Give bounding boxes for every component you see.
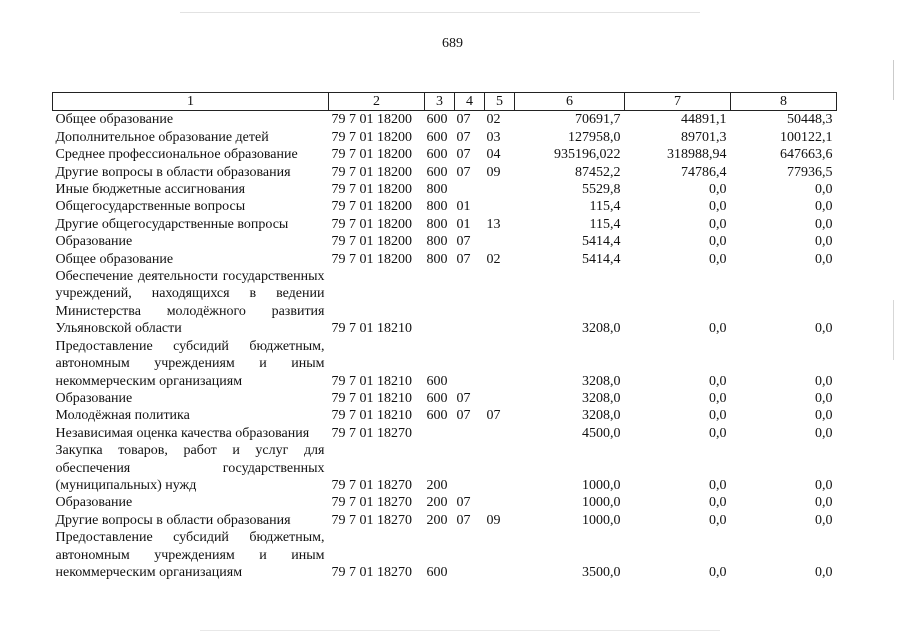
section-code: 07 — [456, 129, 471, 145]
amount-year-1: 5529,8 — [582, 182, 621, 198]
section-code: 07 — [456, 495, 471, 511]
table-row — [53, 442, 837, 494]
table-row — [53, 494, 837, 511]
amount-year-3: 0,0 — [815, 251, 833, 267]
expense-type-code: 600 — [426, 147, 448, 163]
amount-year-2: 0,0 — [709, 373, 727, 389]
amount-year-1: 5414,4 — [582, 251, 621, 267]
section-code: 07 — [456, 408, 471, 424]
target-article-code: 79 7 01 18200 — [331, 216, 412, 232]
column-header: 2 — [329, 93, 425, 111]
expense-type-code: 800 — [426, 199, 448, 215]
section-code: 01 — [456, 199, 471, 215]
expense-type-code: 200 — [426, 512, 448, 528]
amount-year-1: 1000,0 — [582, 495, 621, 511]
amount-year-2: 74786,4 — [681, 164, 727, 180]
expense-type-code — [425, 425, 455, 442]
amount-year-3: 0,0 — [815, 564, 833, 580]
table-body — [53, 111, 837, 581]
target-article-code: 79 7 01 18210 — [331, 408, 412, 424]
amount-year-2: 0,0 — [709, 495, 727, 511]
item-name: Закупка товаров, работ и услуг для обеспечения государственных (муниципальных) нужд — [55, 443, 325, 493]
target-article-code: 79 7 01 18200 — [331, 182, 412, 198]
table-row — [53, 390, 837, 407]
amount-year-1: 4500,0 — [582, 425, 621, 441]
target-article-code: 79 7 01 18270 — [331, 495, 412, 511]
section-code: 01 — [456, 216, 471, 232]
amount-year-1: 70691,7 — [575, 112, 621, 128]
expense-type-code: 200 — [426, 495, 448, 511]
amount-year-1: 3208,0 — [582, 390, 621, 406]
amount-year-1: 1000,0 — [582, 512, 621, 528]
amount-year-3: 647663,6 — [780, 147, 833, 163]
item-name: Другие общегосударственные вопросы — [55, 216, 289, 232]
amount-year-2: 44891,1 — [681, 112, 727, 128]
amount-year-1: 115,4 — [589, 216, 621, 232]
amount-year-2: 0,0 — [709, 564, 727, 580]
amount-year-3: 77936,5 — [787, 164, 833, 180]
amount-year-3: 0,0 — [815, 390, 833, 406]
amount-year-1: 1000,0 — [582, 477, 621, 493]
scan-artifact-right-lower — [893, 300, 894, 360]
item-name: Предоставление субсидий бюджетным, автономным учреждениям и иным некоммерческим организациям — [55, 530, 325, 580]
amount-year-1: 115,4 — [589, 199, 621, 215]
target-article-code: 79 7 01 18200 — [331, 112, 412, 128]
section-code: 07 — [456, 147, 471, 163]
subsection-code: 09 — [486, 512, 501, 528]
expense-type-code: 600 — [426, 564, 448, 580]
table-row — [53, 111, 837, 129]
table-row — [53, 425, 837, 442]
table-row — [53, 268, 837, 338]
item-name: Среднее профессиональное образование — [55, 147, 298, 163]
section-code: 07 — [456, 390, 471, 406]
item-name: Дополнительное образование детей — [55, 129, 269, 145]
table-row — [53, 216, 837, 233]
amount-year-3: 0,0 — [815, 373, 833, 389]
item-name: Предоставление субсидий бюджетным, автономным учреждениям и иным некоммерческим организациям — [55, 338, 325, 389]
subsection-code — [485, 529, 515, 581]
amount-year-3: 0,0 — [815, 321, 833, 337]
target-article-code: 79 7 01 18200 — [331, 251, 412, 267]
amount-year-2: 0,0 — [709, 199, 727, 215]
expense-type-code: 600 — [426, 373, 448, 389]
section-code: 07 — [456, 112, 471, 128]
table-row — [53, 529, 837, 581]
table-row — [53, 233, 837, 250]
section-code — [455, 268, 485, 338]
amount-year-1: 3500,0 — [582, 564, 621, 580]
table-row — [53, 251, 837, 268]
target-article-code: 79 7 01 18270 — [331, 477, 412, 493]
scan-artifact-top — [180, 12, 700, 13]
amount-year-3: 0,0 — [815, 512, 833, 528]
item-name: Другие вопросы в области образования — [55, 512, 291, 528]
amount-year-3: 0,0 — [815, 477, 833, 493]
table-row — [53, 181, 837, 198]
amount-year-1: 127958,0 — [568, 129, 621, 145]
amount-year-2: 0,0 — [709, 390, 727, 406]
subsection-code — [485, 268, 515, 338]
expense-type-code: 600 — [426, 164, 448, 180]
subsection-code: 04 — [486, 147, 501, 163]
item-name: Образование — [55, 495, 133, 511]
expense-type-code — [425, 268, 455, 338]
amount-year-1: 3208,0 — [582, 373, 621, 389]
column-header: 3 — [425, 93, 455, 111]
subsection-code: 02 — [486, 112, 501, 128]
expense-type-code: 200 — [426, 477, 448, 493]
amount-year-2: 0,0 — [709, 251, 727, 267]
table-row — [53, 338, 837, 390]
page-number: 689 — [442, 36, 463, 51]
budget-table — [52, 92, 837, 581]
section-code — [455, 181, 485, 198]
section-code: 07 — [456, 512, 471, 528]
column-header: 6 — [515, 93, 625, 111]
item-name: Общее образование — [55, 251, 174, 267]
column-header: 5 — [485, 93, 515, 111]
amount-year-1: 5414,4 — [582, 234, 621, 250]
item-name: Общегосударственные вопросы — [55, 199, 246, 215]
table-row — [53, 407, 837, 424]
target-article-code: 79 7 01 18210 — [331, 373, 412, 389]
amount-year-3: 0,0 — [815, 495, 833, 511]
target-article-code: 79 7 01 18200 — [331, 147, 412, 163]
amount-year-1: 3208,0 — [582, 321, 621, 337]
amount-year-3: 0,0 — [815, 425, 833, 441]
subsection-code — [485, 390, 515, 407]
expense-type-code: 600 — [426, 408, 448, 424]
item-name: Общее образование — [55, 112, 174, 128]
target-article-code: 79 7 01 18200 — [331, 164, 412, 180]
amount-year-3: 100122,1 — [780, 129, 833, 145]
subsection-code: 09 — [486, 164, 501, 180]
amount-year-2: 318988,94 — [667, 147, 727, 163]
target-article-code: 79 7 01 18210 — [331, 390, 412, 406]
amount-year-2: 89701,3 — [681, 129, 727, 145]
section-code — [455, 425, 485, 442]
subsection-code — [485, 425, 515, 442]
item-name: Образование — [55, 390, 133, 406]
header-row — [53, 93, 837, 111]
amount-year-2: 0,0 — [709, 425, 727, 441]
amount-year-2: 0,0 — [709, 216, 727, 232]
amount-year-2: 0,0 — [709, 321, 727, 337]
amount-year-3: 50448,3 — [787, 112, 833, 128]
subsection-code — [485, 494, 515, 511]
item-name: Обеспечение деятельности государственных учреждений, находящихся в ведении Министерства молодёжного развития Ульяновской области — [55, 269, 325, 337]
subsection-code — [485, 181, 515, 198]
subsection-code — [485, 233, 515, 250]
table-row — [53, 164, 837, 181]
target-article-code: 79 7 01 18200 — [331, 234, 412, 250]
column-header: 4 — [455, 93, 485, 111]
target-article-code: 79 7 01 18210 — [331, 321, 412, 337]
expense-type-code: 800 — [426, 234, 448, 250]
table-row — [53, 129, 837, 146]
subsection-code: 02 — [486, 251, 501, 267]
amount-year-3: 0,0 — [815, 182, 833, 198]
expense-type-code: 600 — [426, 390, 448, 406]
amount-year-3: 0,0 — [815, 199, 833, 215]
item-name: Другие вопросы в области образования — [55, 164, 291, 180]
section-code: 07 — [456, 251, 471, 267]
subsection-code: 07 — [486, 408, 501, 424]
target-article-code: 79 7 01 18200 — [331, 129, 412, 145]
amount-year-3: 0,0 — [815, 216, 833, 232]
target-article-code: 79 7 01 18270 — [331, 512, 412, 528]
column-header: 8 — [731, 93, 837, 111]
section-code — [455, 442, 485, 494]
subsection-code — [485, 442, 515, 494]
amount-year-3: 0,0 — [815, 234, 833, 250]
target-article-code: 79 7 01 18200 — [331, 199, 412, 215]
column-header: 7 — [625, 93, 731, 111]
item-name: Образование — [55, 234, 133, 250]
expense-type-code: 800 — [426, 216, 448, 232]
expense-type-code: 800 — [426, 182, 448, 198]
column-header: 1 — [53, 93, 329, 111]
section-code — [455, 338, 485, 390]
section-code: 07 — [456, 234, 471, 250]
table-row — [53, 198, 837, 215]
expense-type-code: 600 — [426, 112, 448, 128]
amount-year-2: 0,0 — [709, 234, 727, 250]
subsection-code: 03 — [486, 129, 501, 145]
section-code — [455, 529, 485, 581]
item-name: Независимая оценка качества образования — [55, 425, 310, 441]
amount-year-2: 0,0 — [709, 408, 727, 424]
expense-type-code: 600 — [426, 129, 448, 145]
amount-year-2: 0,0 — [709, 182, 727, 198]
amount-year-2: 0,0 — [709, 512, 727, 528]
table-row — [53, 512, 837, 529]
subsection-code: 13 — [486, 216, 501, 232]
amount-year-2: 0,0 — [709, 477, 727, 493]
section-code: 07 — [456, 164, 471, 180]
scan-artifact-right — [893, 60, 894, 100]
table-row — [53, 146, 837, 163]
item-name: Молодёжная политика — [55, 408, 190, 424]
target-article-code: 79 7 01 18270 — [331, 425, 412, 441]
scan-artifact-bottom — [200, 630, 720, 631]
expense-type-code: 800 — [426, 251, 448, 267]
item-name: Иные бюджетные ассигнования — [55, 182, 246, 198]
subsection-code — [485, 338, 515, 390]
target-article-code: 79 7 01 18270 — [331, 564, 412, 580]
subsection-code — [485, 198, 515, 215]
amount-year-1: 3208,0 — [582, 408, 621, 424]
amount-year-3: 0,0 — [815, 408, 833, 424]
amount-year-1: 87452,2 — [575, 164, 621, 180]
amount-year-1: 935196,022 — [554, 147, 621, 163]
